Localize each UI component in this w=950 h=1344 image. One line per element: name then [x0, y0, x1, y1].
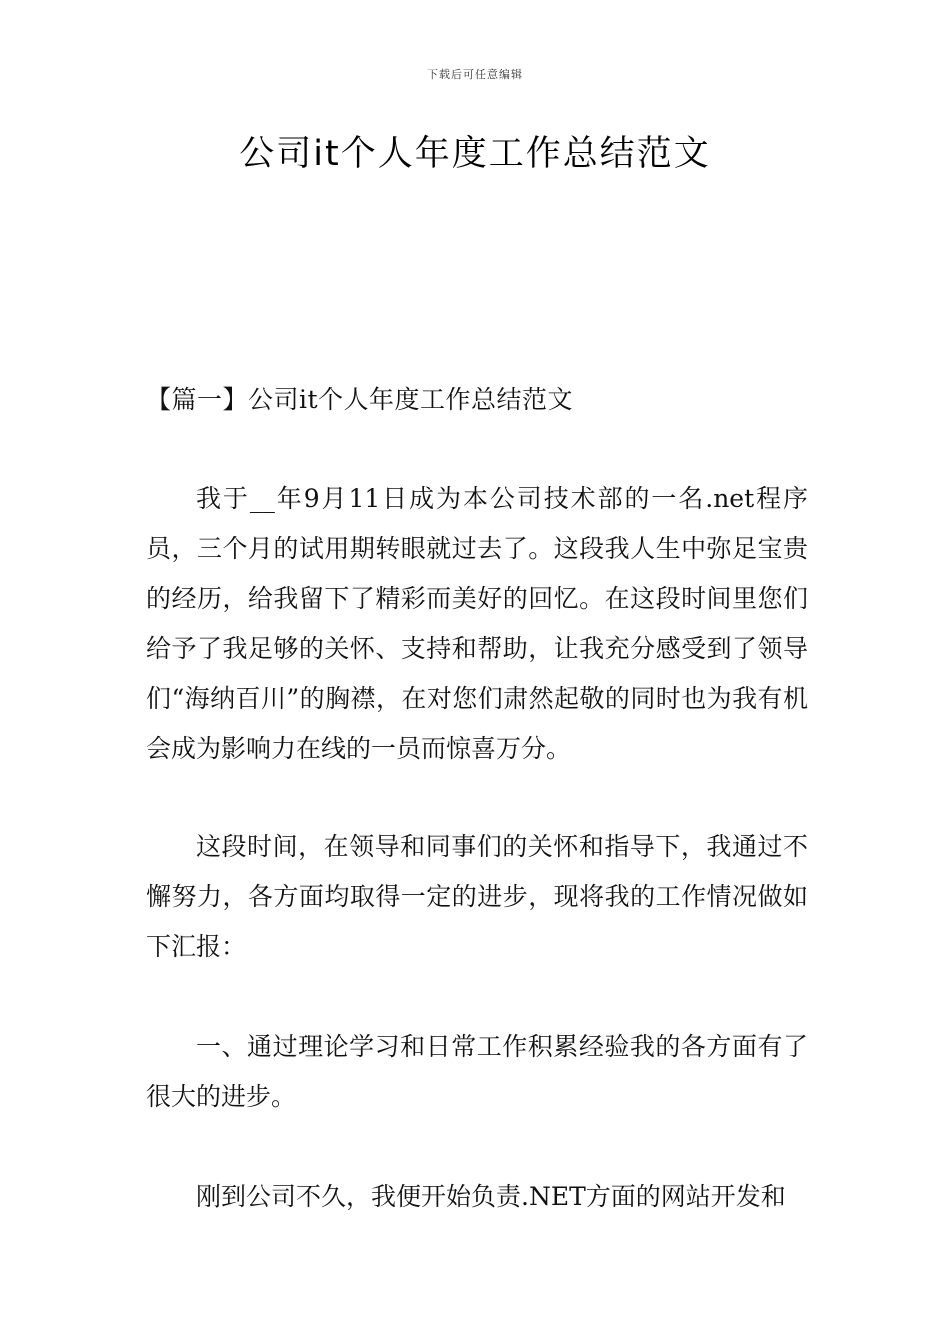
- paragraph-1: 我于__年9月11日成为本公司技术部的一名.net程序员，三个月的试用期转眼就过去了。这段我人生中弥足宝贵的经历，给我留下了精彩而美好的回忆。在这段时间里您们给予了我足够的关怀、支持和帮助，让我充分感受到了领导们“海纳百川”的胸襟，在对您们肃然起敬的同时也为我有机会成为影响力在线的一员而惊喜万分。: [146, 484, 808, 763]
- section-heading: 【篇一】公司it个人年度工作总结范文: [146, 385, 574, 414]
- header-note: 下载后可任意编辑: [427, 68, 523, 81]
- document-title: 公司it个人年度工作总结范文: [239, 134, 711, 174]
- paragraph-3: 一、通过理论学习和日常工作积累经验我的各方面有了很大的进步。: [146, 1032, 808, 1111]
- paragraph-2: 这段时间，在领导和同事们的关怀和指导下，我通过不懈努力，各方面均取得一定的进步，现将我的工作情况做如下汇报：: [146, 832, 808, 961]
- paragraph-4: 刚到公司不久，我便开始负责.NET方面的网站开发和: [196, 1182, 786, 1211]
